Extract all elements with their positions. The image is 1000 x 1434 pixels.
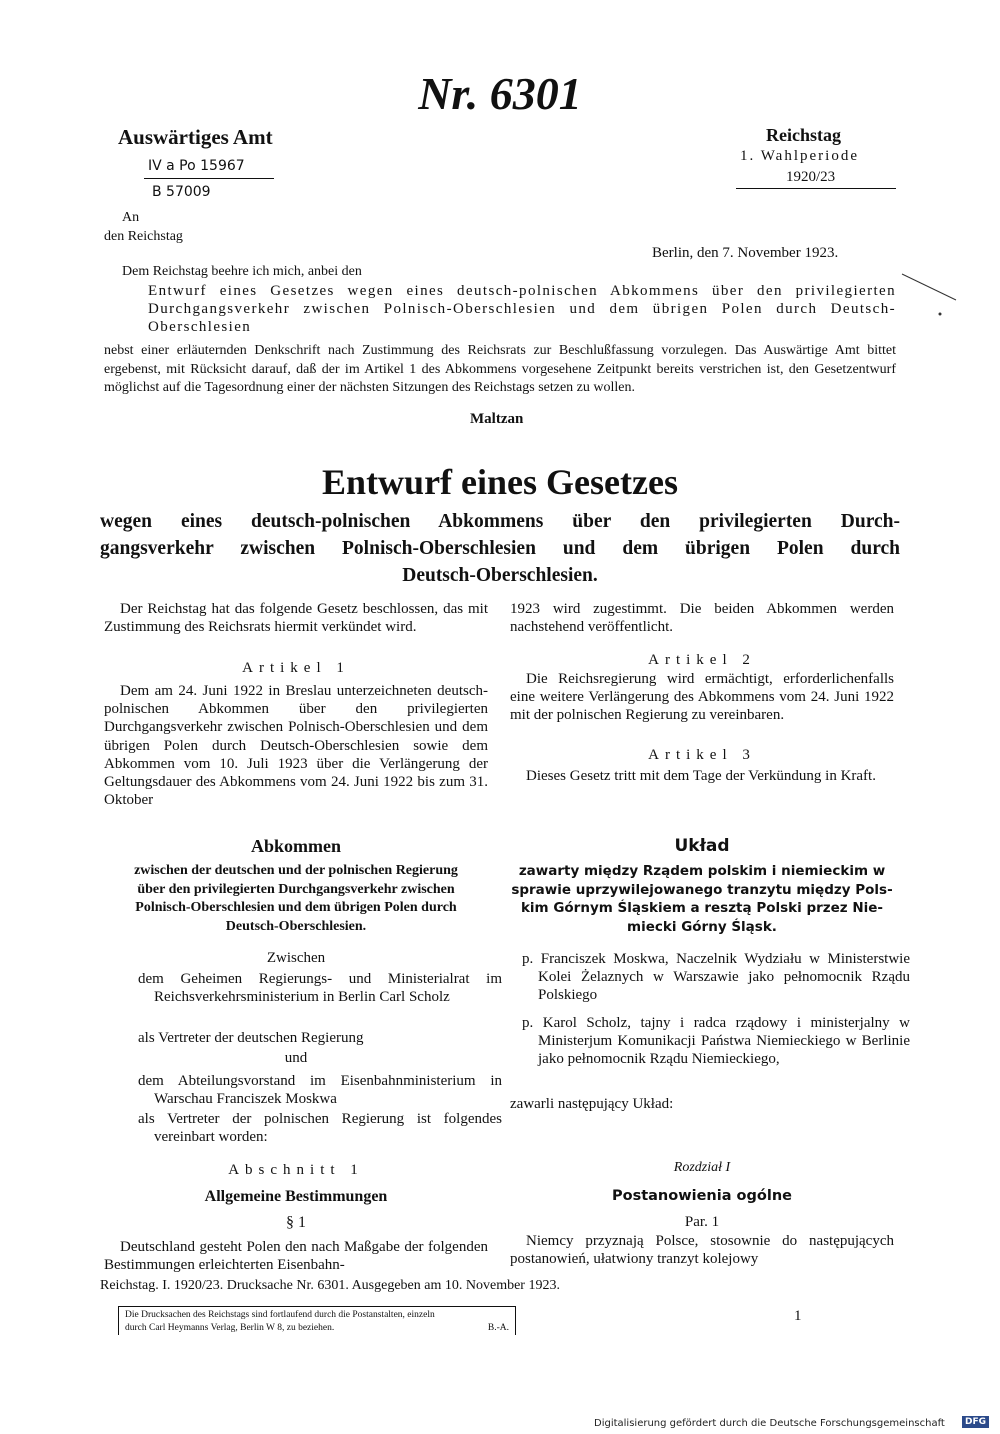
letter-date: Berlin, den 7. November 1923. — [652, 245, 839, 261]
agreement-pl-concluded: zawarli następujący Układ: — [510, 1096, 674, 1112]
agreement-de-subtitle-line-3: Polnisch-Oberschlesien und dem übrigen Polen durch — [135, 900, 457, 915]
distribution-notice — [118, 1306, 516, 1335]
letter-signature: Maltzan — [470, 411, 524, 427]
article-1-text: Dem am 24. Juni 1922 in Breslau unterzeichneten deutsch-polnischen Abkommen über den privilegierten Durchgangsverkehr zwischen Polnisch-Oberschlesien und dem übrigen Polen durch Deutsch-Oberschlesien sowie dem Abkommen vom 10. Juli 1923 über die Verlängerung der Geltungsdauer des Abkommens vom 24. Juni 1922 bis zum 31. Oktober — [104, 683, 488, 809]
period-rule — [736, 188, 896, 189]
article-3-text: Dieses Gesetz tritt mit dem Tage der Verkündung in Kraft. — [526, 768, 876, 784]
reference-number-1: IV a Po 15967 — [148, 158, 245, 174]
law-subtitle-line-2: gangsverkehr zwischen Polnisch-Oberschlesien und dem übrigen Polen durch — [100, 538, 900, 559]
agreement-pl-subtitle — [510, 862, 894, 936]
agreement-de-subtitle-line-4: Deutsch-Oberschlesien. — [225, 918, 367, 934]
agreement-de-title: Abkommen — [250, 836, 341, 856]
letter-intro: Dem Reichstag beehre ich mich, anbei den — [122, 264, 362, 279]
agreement-de-section: Abschnitt 1 — [228, 1162, 364, 1178]
agreement-pl-section: Rozdział I — [673, 1160, 731, 1175]
agreement-pl-subtitle-line-4: miecki Górny Śląsk. — [627, 918, 777, 935]
law-subtitle — [100, 508, 900, 589]
distribution-notice-line-2-text: durch Carl Heymanns Verlag, Berlin W 8, zu beziehen. — [125, 1323, 335, 1333]
article-1-continuation: 1923 wird zugestimmt. Die beiden Abkommen werden nachstehend veröffentlicht. — [510, 601, 894, 636]
article-1-heading: Artikel 1 — [242, 660, 350, 676]
reference-number-2: B 57009 — [152, 184, 211, 200]
law-title: Entwurf eines Gesetzes — [322, 462, 678, 502]
dfg-credit: Digitalisierung gefördert durch die Deutsche Forschungsgemeinschaft — [594, 1418, 945, 1429]
agreement-pl-subtitle-line-1: zawarty między Rządem polskim i niemieckim w — [518, 863, 886, 879]
article-2-text: Die Reichsregierung wird ermächtigt, erforderlichenfalls eine weitere Verlängerung des Abkommens vom 24. Juni 1922 mit der polnischen Regierung zu vereinbaren. — [510, 671, 894, 724]
period-years: 1920/23 — [786, 169, 836, 185]
reference-rule — [144, 178, 274, 179]
article-2-heading: Artikel 2 — [648, 652, 756, 668]
agreement-pl-section-title: Postanowienia ogólne — [612, 1188, 792, 1204]
agreement-pl-party-2: p. Karol Scholz, tajny i radca rządowy i ministerjalny w Ministerjum Komunikacji Państwa Niemieckiego w Berlinie jako pełnomocnik Rządu Niemieckiego, — [522, 1015, 910, 1068]
page-number: 1 — [794, 1308, 802, 1324]
agreement-de-between: Zwischen — [266, 950, 326, 966]
document-number: Nr. 6301 — [418, 68, 582, 119]
print-info: Reichstag. I. 1920/23. Drucksache Nr. 6301. Ausgegeben am 10. November 1923. — [100, 1278, 560, 1293]
distribution-notice-mark: B.-A. — [487, 1323, 509, 1333]
agreement-de-subtitle-line-2: über den privilegierten Durchgangsverkehr zwischen — [137, 881, 455, 897]
agreement-de-party-2: dem Abteilungsvorstand im Eisenbahnministerium in Warschau Franciszek Moskwa — [138, 1073, 502, 1108]
agreement-de-subtitle — [104, 862, 488, 936]
agreement-pl-paragraph: Par. 1 — [684, 1214, 720, 1230]
recipient-line-2: den Reichstag — [104, 229, 183, 244]
agreement-pl-paragraph-text: Niemcy przyznają Polsce, stosownie do następujących postanowień, ułatwiony tranzyt kolejowy — [510, 1233, 894, 1268]
agreement-de-section-title: Allgemeine Bestimmungen — [204, 1188, 388, 1205]
agreement-de-paragraph: § 1 — [286, 1214, 306, 1231]
margin-pencil-mark — [900, 270, 960, 320]
agreement-de-subtitle-line-1: zwischen der deutschen und der polnischen Regierung — [134, 863, 458, 878]
article-3-heading: Artikel 3 — [648, 747, 756, 763]
law-subtitle-line-1: wegen eines deutsch-polnischen Abkommens über den privilegierten Durch- — [100, 511, 900, 532]
distribution-notice-line-2 — [125, 1322, 509, 1335]
parliament-name: Reichstag — [766, 125, 841, 145]
agreement-pl-title: Układ — [674, 836, 730, 856]
agreement-de-party-2-role: als Vertreter der polnischen Regierung ist folgendes vereinbart worden: — [138, 1111, 502, 1146]
agreement-de-party-1-role: als Vertreter der deutschen Regierung — [138, 1030, 364, 1046]
law-preamble: Der Reichstag hat das folgende Gesetz beschlossen, das mit Zustimmung des Reichsrats hiermit verkündet wird. — [104, 601, 488, 636]
agreement-pl-subtitle-line-3: kim Górnym Śląskiem a resztą Polski przez Nie- — [520, 900, 884, 916]
dfg-logo: DFG — [962, 1416, 989, 1428]
agreement-de-party-1: dem Geheimen Regierungs- und Ministerialrat im Reichsverkehrsministerium in Berlin Carl Scholz — [138, 971, 502, 1006]
letter-subject: Entwurf eines Gesetzes wegen eines deutsch-polnischen Abkommens über den privilegierten Durchgangsverkehr zwischen Polnisch-Oberschlesien und dem übrigen Polen durch Deutsch-Oberschlesien — [148, 283, 896, 335]
law-subtitle-line-3: Deutsch-Oberschlesien. — [402, 565, 598, 586]
agreement-pl-party-1: p. Franciszek Moskwa, Naczelnik Wydziału w Ministerstwie Kolei Żelaznych w Warszawie jako pełnomocnik Rządu Polskiego — [522, 951, 910, 1004]
letter-body: nebst einer erläuternden Denkschrift nach Zustimmung des Reichsrats zur Beschlußfassung vorzulegen. Das Auswärtige Amt bittet ergebenst, mit Rücksicht darauf, daß der im Artikel 1 des Abkommens vorgesehene Zeitpunkt bereits verstrichen ist, den Gesetzentwurf möglichst auf die Tagesordnung einer der nächsten Sitzungen des Reichstags setzen zu wollen. — [104, 343, 896, 395]
agreement-de-and: und — [284, 1050, 308, 1066]
office-name: Auswärtiges Amt — [118, 125, 273, 149]
distribution-notice-line-1: Die Drucksachen des Reichstags sind fortlaufend durch die Postanstalten, einzeln — [125, 1310, 435, 1320]
recipient-line-1: An — [122, 210, 140, 225]
electoral-period: 1. Wahlperiode — [740, 148, 859, 164]
agreement-pl-subtitle-line-2: sprawie uprzywilejowanego tranzytu między Pols- — [511, 881, 893, 898]
agreement-de-paragraph-text: Deutschland gesteht Polen den nach Maßgabe der folgenden Bestimmungen erleichterten Eisenbahn- — [104, 1239, 488, 1274]
